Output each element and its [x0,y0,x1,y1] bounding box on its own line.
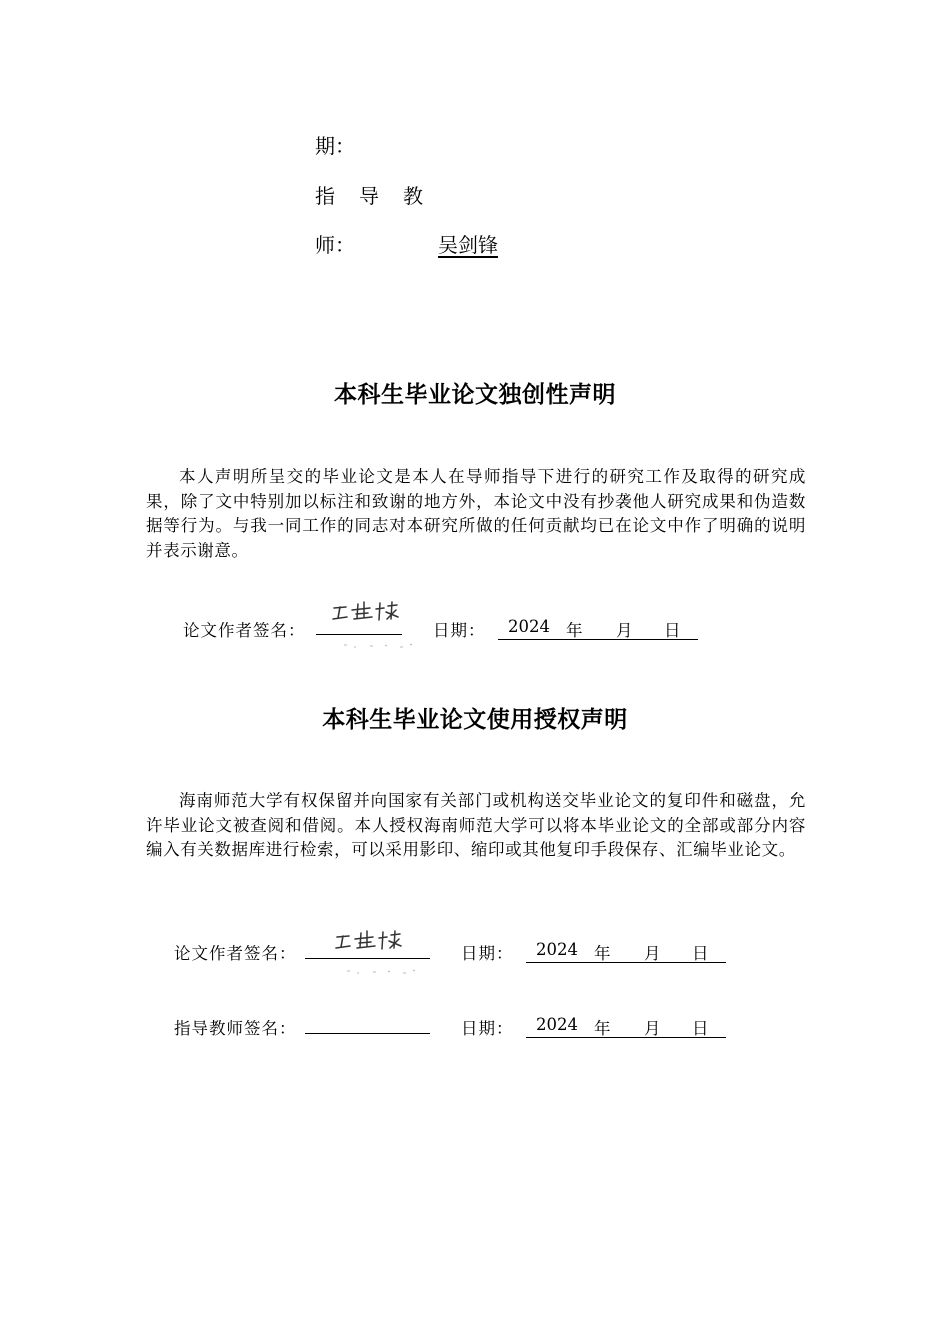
originality-date-month-unit: 月 [616,621,633,640]
originality-date-year-unit: 年 [566,621,583,640]
authorization-title: 本科生毕业论文使用授权声明 [322,707,628,733]
originality-date-field [498,617,698,640]
authorization-author-date-year-unit: 年 [594,944,611,963]
originality-title: 本科生毕业论文独创性声明 [334,382,616,408]
authorization-author-sign-label: 论文作者签名： [174,944,297,963]
advisor-label-bottom: 师： [315,233,355,257]
originality-author-sign-label: 论文作者签名： [183,621,306,640]
authorization-author-date-field [526,940,726,963]
authorization-author-date-month-unit: 月 [644,944,661,963]
authorization-author-date-day-unit: 日 [692,944,709,963]
originality-date-day-unit: 日 [664,621,681,640]
authorization-body: 海南师范大学有权保留并向国家有关部门或机构送交毕业论文的复印件和磁盘，允许毕业论文被查阅和借阅。本人授权海南师范大学可以将本毕业论文的全部或部分内容编入有关数据库进行检索，可以采用影印、缩印或其他复印手段保存、汇编毕业论文。 [146,791,806,860]
authorization-advisor-date-year: 2024 [536,1015,578,1034]
originality-author-signature [330,598,420,656]
originality-date-year: 2024 [508,617,550,636]
originality-body: 本人声明所呈交的毕业论文是本人在导师指导下进行的研究工作及取得的研究成果，除了文中特别加以标注和致谢的地方外，本论文中没有抄袭他人研究成果和伪造数据等行为。与我一同工作的同志对本研究所做的任何贡献均已在论文中作了明确的说明并表示谢意。 [146,467,806,560]
authorization-author-signature [333,927,423,985]
authorization-advisor-date-day-unit: 日 [692,1019,709,1038]
authorization-author-date-year: 2024 [536,940,578,959]
authorization-advisor-date-field [526,1015,726,1038]
advisor-label-top: 指 导 教 [315,184,425,208]
authorization-advisor-date-month-unit: 月 [644,1019,661,1038]
advisor-name: 吴剑锋 [438,233,498,257]
originality-date-label: 日期： [433,621,486,640]
authorization-advisor-sign-label: 指导教师签名： [174,1019,297,1038]
authorization-advisor-date-year-unit: 年 [594,1019,611,1038]
authorization-advisor-date-label: 日期： [461,1019,514,1038]
authorization-author-date-label: 日期： [461,944,514,963]
period-label: 期： [315,134,355,158]
authorization-advisor-sign-line [305,1033,430,1034]
